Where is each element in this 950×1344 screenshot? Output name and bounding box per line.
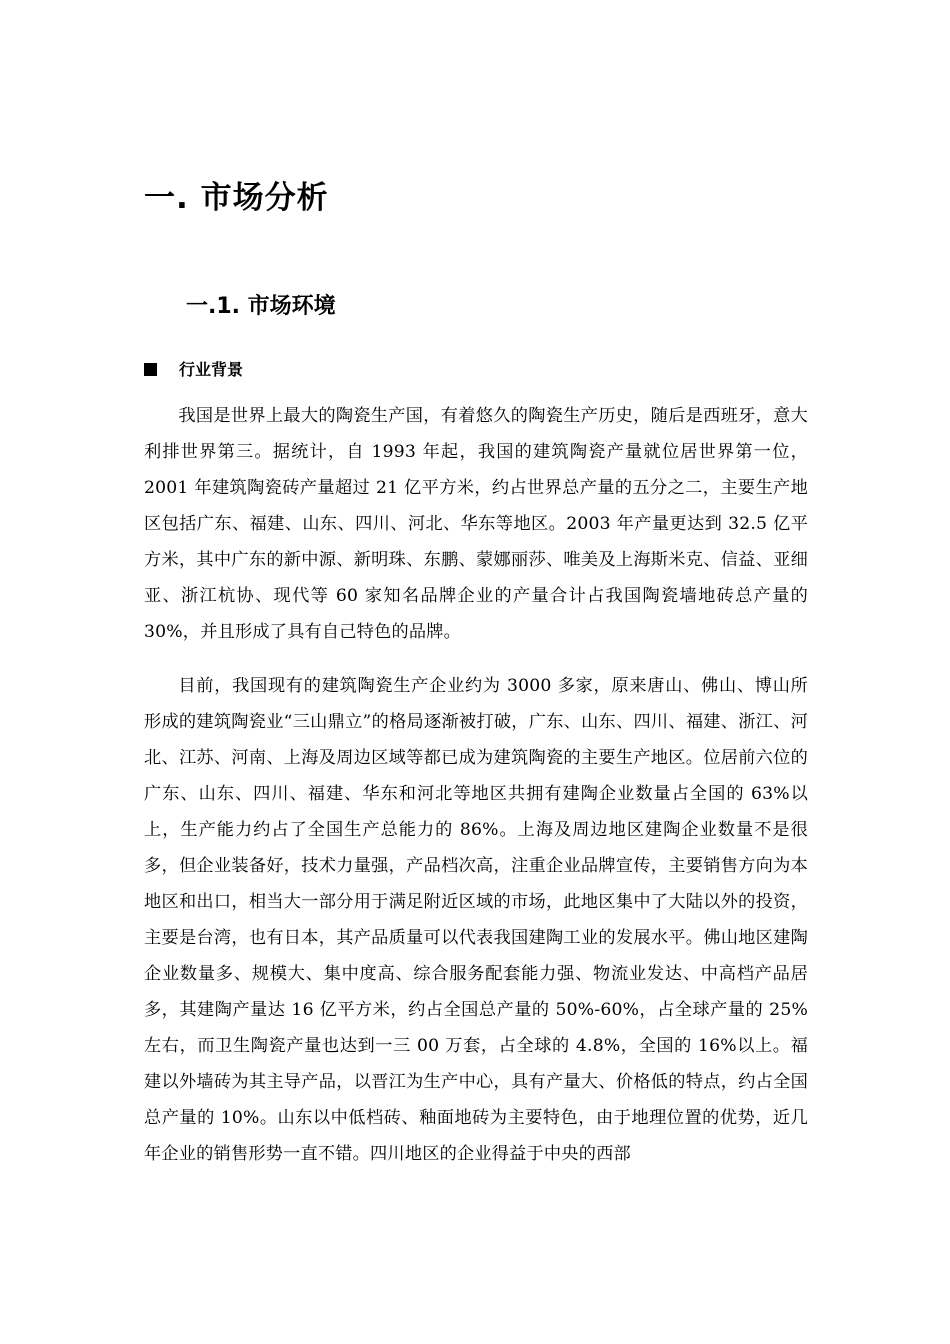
chapter-heading: 一. 市场分析 — [144, 180, 329, 216]
square-bullet-icon — [144, 363, 157, 376]
subsection-heading-text: 行业背景 — [179, 360, 244, 379]
body-paragraph: 目前，我国现有的建筑陶瓷生产企业约为 3000 多家，原来唐山、佛山、博山所形成的建筑陶瓷业“三山鼎立”的格局逐渐被打破，广东、山东、四川、福建、浙江、河北、江苏、河南、上海及周边区域等都已成为建筑陶瓷的主要生产地区。位居前六位的广东、山东、四川、福建、华东和河北等地区共拥有建陶企业数量占全国的 63%以上，生产能力约占了全国生产总能力的 86%。上海及周边地区建陶企业数量不是很多，但企业装备好，技术力量强，产品档次高，注重企业品牌宣传，主要销售方向为本地区和出口，相当大一部分用于满足附近区域的市场，此地区集中了大陆以外的投资，主要是台湾，也有日本，其产品质量可以代表我国建陶工业的发展水平。佛山地区建陶企业数量多、规模大、集中度高、综合服务配套能力强、物流业发达、中高档产品居多，其建陶产量达 16 亿平方米，约占全国总产量的 50%-60%，占全球产量的 25%左右，而卫生陶瓷产量也达到一三 00 万套，占全球的 4.8%，全国的 16%以上。福建以外墙砖为其主导产品，以晋江为生产中心，具有产量大、价格低的特点，约占全国总产量的 10%。山东以中低档砖、釉面地砖为主要特色，由于地理位置的优势，近几年企业的销售形势一直不错。四川地区的企业得益于中央的西部 — [144, 676, 808, 1164]
body-paragraph: 我国是世界上最大的陶瓷生产国，有着悠久的陶瓷生产历史，随后是西班牙，意大利排世界第三。据统计，自 1993 年起，我国的建筑陶瓷产量就位居世界第一位，2001 年建筑陶瓷砖产量超过 21 亿平方米，约占世界总产量的五分之二，主要生产地区包括广东、福建、山东、四川、河北、华东等地区。2003 年产量更达到 32.5 亿平方米，其中广东的新中源、新明珠、东鹏、蒙娜丽莎、唯美及上海斯米克、信益、亚细亚、浙江杭协、现代等 60 家知名品牌企业的产量合计占我国陶瓷墙地砖总产量的 30%，并且形成了具有自己特色的品牌。 — [144, 406, 808, 642]
section-heading: 一.1. 市场环境 — [186, 294, 336, 319]
subsection-heading — [144, 356, 243, 384]
